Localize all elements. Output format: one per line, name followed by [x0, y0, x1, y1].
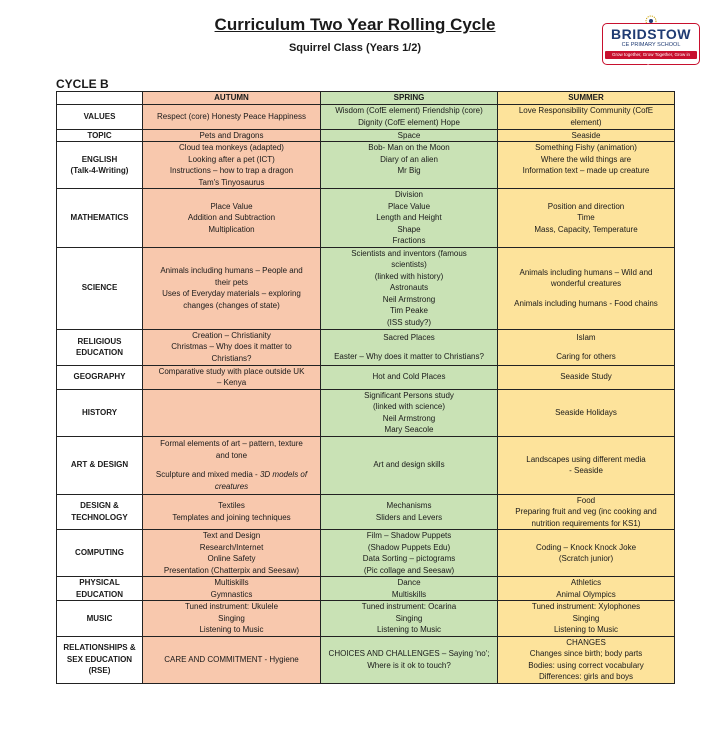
- subject-label: VALUES: [57, 104, 143, 129]
- cell-summer: Coding – Knock Knock Joke (Scratch junior): [498, 530, 675, 577]
- header-blank: [57, 92, 143, 105]
- cell-autumn: Tuned instrument: Ukulele Singing Listening to Music: [143, 601, 321, 637]
- subject-label: GEOGRAPHY: [57, 365, 143, 389]
- cell-autumn: Formal elements of art – pattern, texture and tone Sculpture and mixed media - 3D models of creatures: [143, 436, 321, 494]
- cell-autumn: Cloud tea monkeys (adapted) Looking after a pet (ICT) Instructions – how to trap a dragon Tam's Tinyosaurus: [143, 142, 321, 189]
- column-header-summer: SUMMER: [498, 92, 675, 105]
- cell-spring: Significant Persons study (linked with science) Neil Armstrong Mary Seacole: [321, 389, 498, 436]
- subject-label: RELIGIOUS EDUCATION: [57, 329, 143, 365]
- curriculum-table: [56, 91, 675, 684]
- table-row: [57, 247, 675, 329]
- cell-autumn: Multiskills Gymnastics: [143, 577, 321, 601]
- column-header-autumn: AUTUMN: [143, 92, 321, 105]
- table-row: [57, 142, 675, 189]
- cell-autumn: CARE AND COMMITMENT - Hygiene: [143, 636, 321, 683]
- logo-name: BRIDSTOW: [611, 26, 691, 42]
- cell-spring: Wisdom (CofE element) Friendship (core) Dignity (CofE element) Hope: [321, 104, 498, 129]
- subject-label: MATHEMATICS: [57, 189, 143, 248]
- cell-summer: Landscapes using different media - Seaside: [498, 436, 675, 494]
- subject-label: SCIENCE: [57, 247, 143, 329]
- cell-spring: Bob- Man on the Moon Diary of an alien Mr Big: [321, 142, 498, 189]
- cell-autumn: Text and Design Research/Internet Online Safety Presentation (Chatterpix and Seesaw): [143, 530, 321, 577]
- subject-label: RELATIONSHIPS & SEX EDUCATION (RSE): [57, 636, 143, 683]
- subject-label: PHYSICAL EDUCATION: [57, 577, 143, 601]
- cell-summer: Love Responsibility Community (CofE element): [498, 104, 675, 129]
- table-row: [57, 329, 675, 365]
- column-header-spring: SPRING: [321, 92, 498, 105]
- cell-spring: Space: [321, 129, 498, 142]
- subject-label: ENGLISH (Talk-4-Writing): [57, 142, 143, 189]
- logo-subtitle: CE PRIMARY SCHOOL: [621, 42, 681, 48]
- cell-autumn: Respect (core) Honesty Peace Happiness: [143, 104, 321, 129]
- table-row: [57, 530, 675, 577]
- subject-label: ART & DESIGN: [57, 436, 143, 494]
- table-row: [57, 365, 675, 389]
- subject-label: DESIGN & TECHNOLOGY: [57, 494, 143, 530]
- cell-summer: CHANGES Changes since birth; body parts Bodies: using correct vocabulary Differences: girls and boys: [498, 636, 675, 683]
- cell-spring: Dance Multiskills: [321, 577, 498, 601]
- table-row: [57, 601, 675, 637]
- cell-summer: Seaside: [498, 129, 675, 142]
- cell-summer: Food Preparing fruit and veg (inc cooking and nutrition requirements for KS1): [498, 494, 675, 530]
- table-row: [57, 189, 675, 248]
- cell-spring: Mechanisms Sliders and Levers: [321, 494, 498, 530]
- cycle-heading: CYCLE B: [56, 77, 109, 91]
- school-logo: [602, 14, 700, 66]
- cell-spring: Division Place Value Length and Height Shape Fractions: [321, 189, 498, 248]
- cell-summer: Islam Caring for others: [498, 329, 675, 365]
- page-title: Curriculum Two Year Rolling Cycle: [214, 15, 496, 34]
- table-row: [57, 436, 675, 494]
- table-row: [57, 129, 675, 142]
- cell-spring: CHOICES AND CHALLENGES – Saying 'no'; Where is it ok to touch?: [321, 636, 498, 683]
- cell-summer: Seaside Study: [498, 365, 675, 389]
- cell-autumn: Animals including humans – People and their pets Uses of Everyday materials – exploring changes (changes of state): [143, 247, 321, 329]
- table-row: [57, 104, 675, 129]
- cell-summer: Seaside Holidays: [498, 389, 675, 436]
- cell-autumn: Textiles Templates and joining techniques: [143, 494, 321, 530]
- cell-summer: Athletics Animal Olympics: [498, 577, 675, 601]
- subject-label: TOPIC: [57, 129, 143, 142]
- table-row: [57, 494, 675, 530]
- cell-spring: Hot and Cold Places: [321, 365, 498, 389]
- table-row: [57, 577, 675, 601]
- page-subtitle: Squirrel Class (Years 1/2): [288, 42, 422, 54]
- cell-spring: Tuned instrument: Ocarina Singing Listening to Music: [321, 601, 498, 637]
- header-row: [57, 92, 675, 105]
- cell-autumn: Place Value Addition and Subtraction Multiplication: [143, 189, 321, 248]
- table-row: [57, 389, 675, 436]
- cell-autumn: Pets and Dragons: [143, 129, 321, 142]
- cell-spring: Film – Shadow Puppets (Shadow Puppets Edu) Data Sorting – pictograms (Pic collage and Seesaw): [321, 530, 498, 577]
- table-row: [57, 636, 675, 683]
- cell-spring: Art and design skills: [321, 436, 498, 494]
- subject-label: COMPUTING: [57, 530, 143, 577]
- cell-summer: Tuned instrument: Xylophones Singing Listening to Music: [498, 601, 675, 637]
- cell-spring: Sacred Places Easter – Why does it matter to Christians?: [321, 329, 498, 365]
- cell-summer: Something Fishy (animation) Where the wild things are Information text – made up creature: [498, 142, 675, 189]
- cell-spring: Scientists and inventors (famous scientists) (linked with history) Astronauts Neil Armstrong Tim Peake (ISS study?): [321, 247, 498, 329]
- subject-label: MUSIC: [57, 601, 143, 637]
- cell-autumn: Comparative study with place outside UK – Kenya: [143, 365, 321, 389]
- cell-autumn: Creation – Christianity Christmas – Why does it matter to Christians?: [143, 329, 321, 365]
- cell-summer: Position and direction Time Mass, Capacity, Temperature: [498, 189, 675, 248]
- logo-strapline: Grow together, Grow Together, Grow in Together: [605, 51, 697, 59]
- cell-autumn: [143, 389, 321, 436]
- subject-label: HISTORY: [57, 389, 143, 436]
- cell-summer: Animals including humans – Wild and wonderful creatures Animals including humans - Food chains: [498, 247, 675, 329]
